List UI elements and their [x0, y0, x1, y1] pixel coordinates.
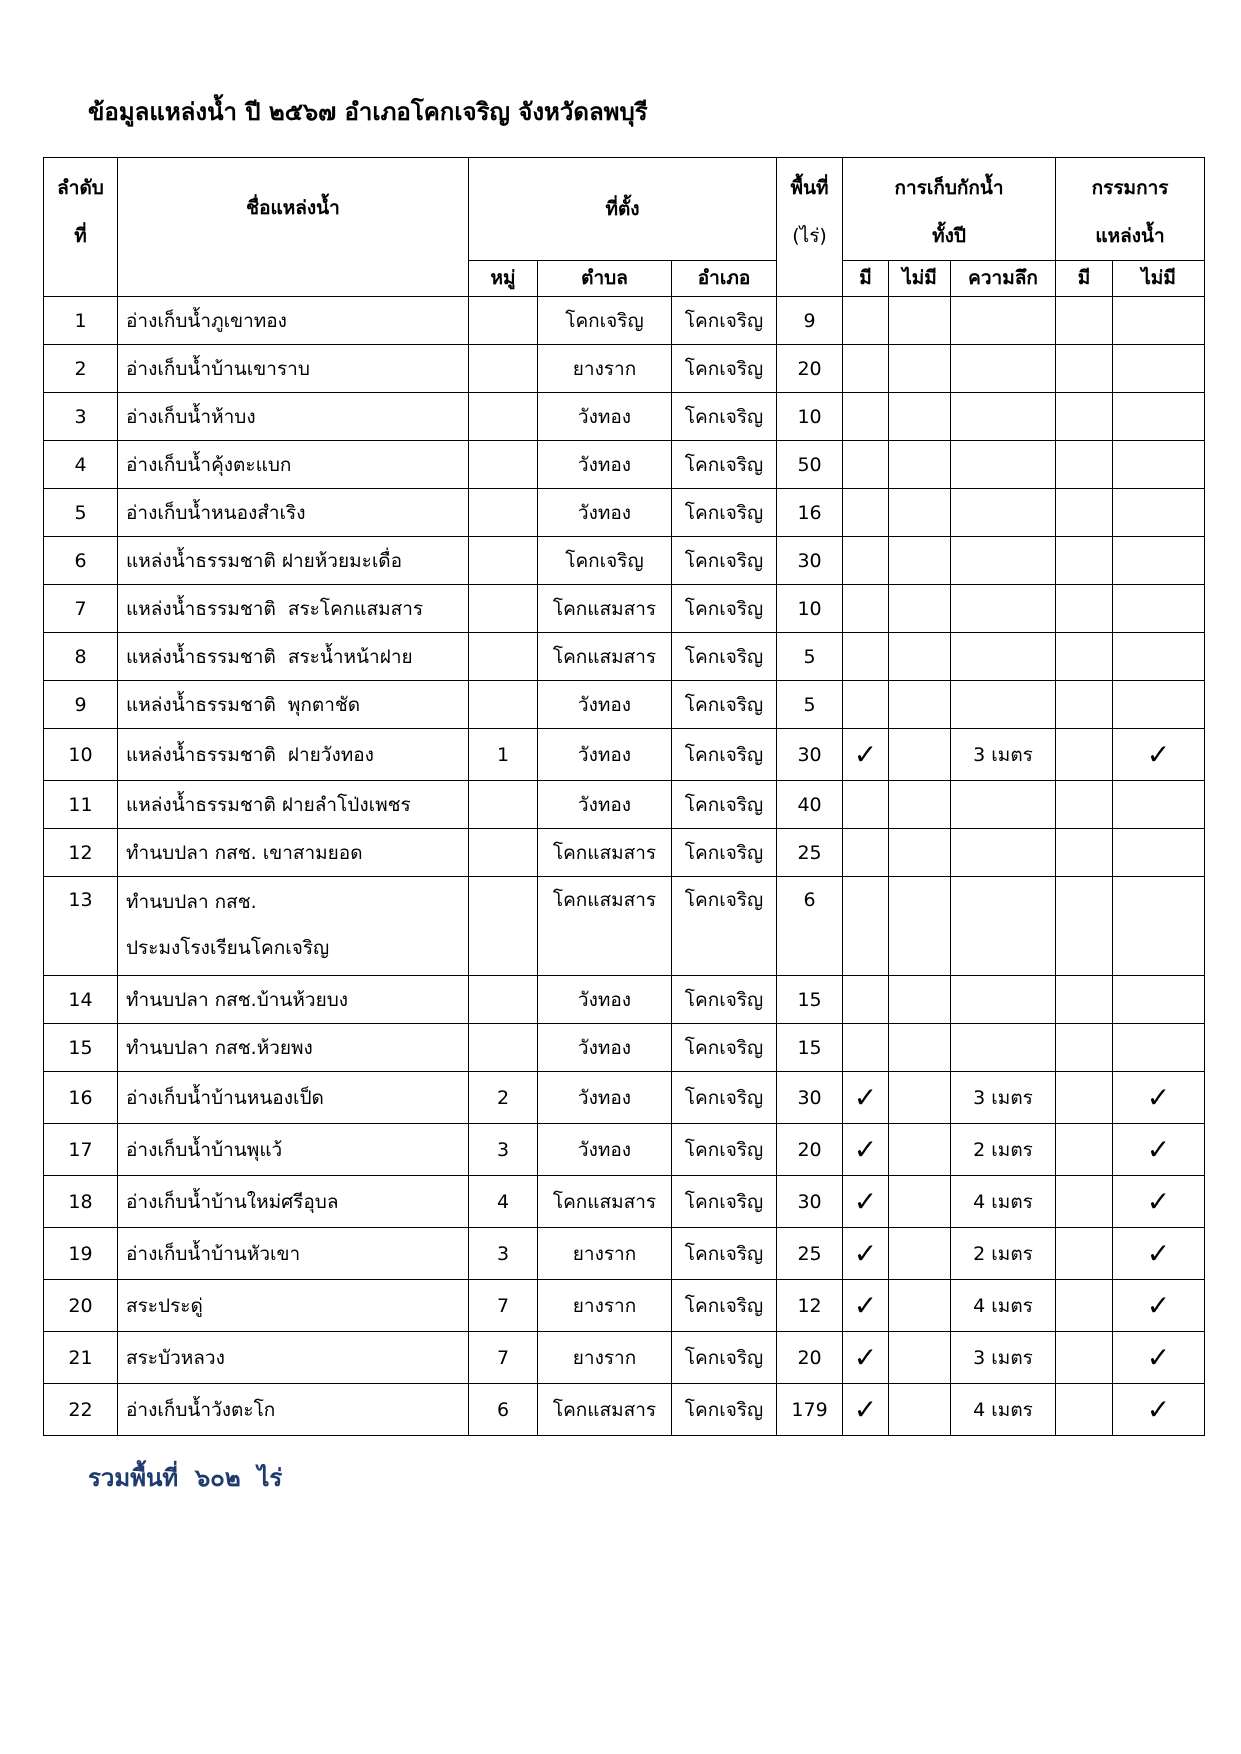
table-row: [44, 1228, 1205, 1280]
cell-area: 15: [777, 1024, 843, 1072]
cell-amphoe: โคกเจริญ: [672, 537, 777, 585]
check-icon: ✓: [843, 1280, 889, 1332]
cell-amphoe: โคกเจริญ: [672, 1072, 777, 1124]
cell-depth: [951, 633, 1056, 681]
cell-tambon: โคกแสมสาร: [538, 829, 672, 877]
cell-comm-has: [1056, 729, 1113, 781]
cell-moo: 6: [469, 1384, 538, 1436]
cell-moo: [469, 489, 538, 537]
table-row: [44, 345, 1205, 393]
cell-has-not: [889, 1332, 951, 1384]
cell-moo: 1: [469, 729, 538, 781]
header-storage-line2: ทั้งปี: [932, 225, 966, 247]
cell-area: 20: [777, 1124, 843, 1176]
cell-moo: [469, 441, 538, 489]
cell-area: 16: [777, 489, 843, 537]
cell-amphoe: โคกเจริญ: [672, 1280, 777, 1332]
cell-amphoe: โคกเจริญ: [672, 441, 777, 489]
cell-moo: [469, 297, 538, 345]
cell-moo: [469, 976, 538, 1024]
cell-amphoe: โคกเจริญ: [672, 1228, 777, 1280]
cell-area: 30: [777, 729, 843, 781]
table-row: [44, 1072, 1205, 1124]
cell-moo: [469, 681, 538, 729]
cell-amphoe: โคกเจริญ: [672, 345, 777, 393]
cell-amphoe: โคกเจริญ: [672, 393, 777, 441]
cell-no: 13: [44, 877, 118, 976]
cell-has-not: [889, 585, 951, 633]
header-storage: [843, 158, 1056, 261]
cell-no: 19: [44, 1228, 118, 1280]
check-icon: ✓: [1113, 1228, 1205, 1280]
cell-comm-has: [1056, 1176, 1113, 1228]
cell-tambon: โคกเจริญ: [538, 297, 672, 345]
water-sources-table: [43, 157, 1205, 1436]
cell-tambon: วังทอง: [538, 681, 672, 729]
cell-area: 50: [777, 441, 843, 489]
cell-has-not: [889, 681, 951, 729]
cell-no: 21: [44, 1332, 118, 1384]
cell-tambon: วังทอง: [538, 1024, 672, 1072]
cell-has-not: [889, 781, 951, 829]
cell-comm-has-not: [1113, 976, 1205, 1024]
cell-name: แหล่งน้ำธรรมชาติ ฝายห้วยมะเดื่อ: [118, 537, 469, 585]
cell-name: อ่างเก็บน้ำห้าบง: [118, 393, 469, 441]
cell-no: 1: [44, 297, 118, 345]
cell-has-not: [889, 345, 951, 393]
header-area-line2: (ไร่): [792, 225, 827, 247]
table-row: [44, 681, 1205, 729]
cell-tambon: โคกแสมสาร: [538, 1176, 672, 1228]
cell-moo: 7: [469, 1280, 538, 1332]
cell-tambon: โคกแสมสาร: [538, 585, 672, 633]
header-order-line2: ที่: [74, 225, 87, 247]
cell-depth: 2 เมตร: [951, 1228, 1056, 1280]
check-icon: ✓: [843, 1072, 889, 1124]
check-icon: ✓: [1113, 1332, 1205, 1384]
cell-comm-has: [1056, 537, 1113, 585]
header-area-line1: พื้นที่: [790, 177, 829, 199]
cell-comm-has: [1056, 829, 1113, 877]
cell-name: แหล่งน้ำธรรมชาติ พุกตาชัด: [118, 681, 469, 729]
cell-comm-has: [1056, 781, 1113, 829]
cell-amphoe: โคกเจริญ: [672, 1024, 777, 1072]
cell-no: 16: [44, 1072, 118, 1124]
header-area: [777, 158, 843, 297]
cell-has-not: [889, 297, 951, 345]
table-row: [44, 1384, 1205, 1436]
cell-no: 22: [44, 1384, 118, 1436]
cell-depth: 4 เมตร: [951, 1176, 1056, 1228]
cell-name-line1: ทำนบปลา กสช.: [126, 891, 257, 913]
cell-has: [843, 781, 889, 829]
cell-area: 40: [777, 781, 843, 829]
header-committee: [1056, 158, 1205, 261]
cell-has-not: [889, 829, 951, 877]
cell-amphoe: โคกเจริญ: [672, 976, 777, 1024]
cell-depth: [951, 537, 1056, 585]
cell-depth: [951, 489, 1056, 537]
cell-moo: [469, 585, 538, 633]
header-committee-line2: แหล่งน้ำ: [1095, 225, 1165, 247]
cell-comm-has: [1056, 345, 1113, 393]
cell-tambon: ยางราก: [538, 1332, 672, 1384]
cell-name: อ่างเก็บน้ำบ้านหนองเป็ด: [118, 1072, 469, 1124]
cell-tambon: วังทอง: [538, 489, 672, 537]
cell-area: 30: [777, 1072, 843, 1124]
header-amphoe: อำเภอ: [672, 261, 777, 297]
cell-has-not: [889, 537, 951, 585]
cell-comm-has-not: [1113, 345, 1205, 393]
cell-amphoe: โคกเจริญ: [672, 1332, 777, 1384]
cell-area: 30: [777, 1176, 843, 1228]
cell-no: 20: [44, 1280, 118, 1332]
header-comm-has: มี: [1056, 261, 1113, 297]
cell-name: สระประดู่: [118, 1280, 469, 1332]
check-icon: ✓: [1113, 1176, 1205, 1228]
cell-tambon: วังทอง: [538, 393, 672, 441]
cell-moo: [469, 1024, 538, 1072]
cell-has: [843, 345, 889, 393]
cell-area: 15: [777, 976, 843, 1024]
cell-comm-has-not: [1113, 297, 1205, 345]
cell-moo: [469, 633, 538, 681]
cell-amphoe: โคกเจริญ: [672, 877, 777, 976]
cell-name: [118, 877, 469, 976]
cell-comm-has: [1056, 1024, 1113, 1072]
cell-name: ทำนบปลา กสช. เขาสามยอด: [118, 829, 469, 877]
cell-no: 7: [44, 585, 118, 633]
cell-has-not: [889, 489, 951, 537]
cell-depth: [951, 829, 1056, 877]
cell-moo: 3: [469, 1124, 538, 1176]
cell-comm-has: [1056, 877, 1113, 976]
check-icon: ✓: [1113, 1384, 1205, 1436]
cell-depth: 4 เมตร: [951, 1384, 1056, 1436]
cell-amphoe: โคกเจริญ: [672, 489, 777, 537]
total-area: รวมพื้นที่ ๖๐๒ ไร่: [88, 1464, 283, 1492]
cell-depth: 3 เมตร: [951, 729, 1056, 781]
cell-name: สระบัวหลวง: [118, 1332, 469, 1384]
check-icon: ✓: [1113, 1280, 1205, 1332]
header-has-not: ไม่มี: [889, 261, 951, 297]
cell-has: [843, 489, 889, 537]
cell-name-line2: ประมงโรงเรียนโคกเจริญ: [126, 937, 330, 959]
cell-area: 10: [777, 585, 843, 633]
cell-comm-has-not: [1113, 393, 1205, 441]
header-comm-has-not: ไม่มี: [1113, 261, 1205, 297]
cell-name: แหล่งน้ำธรรมชาติ ฝายวังทอง: [118, 729, 469, 781]
table-row: [44, 1280, 1205, 1332]
cell-has-not: [889, 393, 951, 441]
cell-tambon: โคกแสมสาร: [538, 633, 672, 681]
header-order: [44, 158, 118, 297]
cell-depth: 4 เมตร: [951, 1280, 1056, 1332]
cell-moo: [469, 781, 538, 829]
cell-depth: 2 เมตร: [951, 1124, 1056, 1176]
cell-comm-has-not: [1113, 877, 1205, 976]
table-row: [44, 976, 1205, 1024]
cell-moo: [469, 345, 538, 393]
cell-tambon: วังทอง: [538, 976, 672, 1024]
header-committee-line1: กรรมการ: [1091, 177, 1169, 199]
cell-comm-has-not: [1113, 829, 1205, 877]
cell-has: [843, 976, 889, 1024]
cell-tambon: วังทอง: [538, 441, 672, 489]
cell-depth: [951, 585, 1056, 633]
cell-no: 8: [44, 633, 118, 681]
cell-name: แหล่งน้ำธรรมชาติ ฝายลำโป่งเพชร: [118, 781, 469, 829]
cell-comm-has: [1056, 681, 1113, 729]
cell-comm-has: [1056, 1280, 1113, 1332]
cell-moo: 7: [469, 1332, 538, 1384]
cell-depth: [951, 1024, 1056, 1072]
cell-has: [843, 1024, 889, 1072]
header-tambon: ตำบล: [538, 261, 672, 297]
cell-amphoe: โคกเจริญ: [672, 829, 777, 877]
table-row: [44, 729, 1205, 781]
cell-has-not: [889, 877, 951, 976]
cell-moo: 4: [469, 1176, 538, 1228]
table-row: [44, 537, 1205, 585]
check-icon: ✓: [843, 1228, 889, 1280]
cell-has: [843, 877, 889, 976]
cell-area: 20: [777, 1332, 843, 1384]
cell-has-not: [889, 1384, 951, 1436]
header-row-top: [44, 158, 1205, 261]
cell-no: 12: [44, 829, 118, 877]
cell-name: อ่างเก็บน้ำบ้านเขาราบ: [118, 345, 469, 393]
cell-amphoe: โคกเจริญ: [672, 297, 777, 345]
page-title: ข้อมูลแหล่งน้ำ ปี ๒๕๖๗ อำเภอโคกเจริญ จังหวัดลพบุรี: [88, 98, 648, 126]
cell-amphoe: โคกเจริญ: [672, 633, 777, 681]
check-icon: ✓: [843, 729, 889, 781]
cell-area: 9: [777, 297, 843, 345]
cell-has: [843, 441, 889, 489]
cell-name: อ่างเก็บน้ำบ้านหัวเขา: [118, 1228, 469, 1280]
cell-amphoe: โคกเจริญ: [672, 729, 777, 781]
cell-comm-has: [1056, 1228, 1113, 1280]
cell-comm-has-not: [1113, 633, 1205, 681]
cell-has-not: [889, 1024, 951, 1072]
cell-name: อ่างเก็บน้ำวังตะโก: [118, 1384, 469, 1436]
cell-area: 25: [777, 829, 843, 877]
cell-comm-has-not: [1113, 489, 1205, 537]
cell-comm-has: [1056, 976, 1113, 1024]
cell-comm-has: [1056, 1384, 1113, 1436]
cell-comm-has: [1056, 1072, 1113, 1124]
cell-moo: [469, 829, 538, 877]
header-moo: หมู่: [469, 261, 538, 297]
table-row: [44, 1176, 1205, 1228]
header-has: มี: [843, 261, 889, 297]
cell-has: [843, 633, 889, 681]
cell-moo: [469, 537, 538, 585]
cell-amphoe: โคกเจริญ: [672, 585, 777, 633]
cell-has-not: [889, 1228, 951, 1280]
cell-tambon: ยางราก: [538, 345, 672, 393]
cell-moo: 3: [469, 1228, 538, 1280]
header-name: ชื่อแหล่งน้ำ: [118, 158, 469, 297]
cell-has-not: [889, 729, 951, 781]
cell-comm-has-not: [1113, 537, 1205, 585]
cell-has: [843, 681, 889, 729]
cell-comm-has-not: [1113, 585, 1205, 633]
cell-comm-has-not: [1113, 681, 1205, 729]
table-row: [44, 877, 1205, 976]
cell-area: 6: [777, 877, 843, 976]
cell-has-not: [889, 441, 951, 489]
cell-no: 18: [44, 1176, 118, 1228]
check-icon: ✓: [1113, 729, 1205, 781]
cell-no: 6: [44, 537, 118, 585]
table-row: [44, 781, 1205, 829]
table-row: [44, 297, 1205, 345]
cell-has: [843, 537, 889, 585]
cell-has-not: [889, 1280, 951, 1332]
cell-no: 4: [44, 441, 118, 489]
cell-moo: [469, 393, 538, 441]
cell-no: 15: [44, 1024, 118, 1072]
cell-name: อ่างเก็บน้ำหนองสำเริง: [118, 489, 469, 537]
check-icon: ✓: [843, 1176, 889, 1228]
cell-comm-has-not: [1113, 441, 1205, 489]
cell-depth: 3 เมตร: [951, 1332, 1056, 1384]
cell-no: 11: [44, 781, 118, 829]
table-row: [44, 1024, 1205, 1072]
cell-name: อ่างเก็บน้ำบ้านพุแว้: [118, 1124, 469, 1176]
cell-name: อ่างเก็บน้ำภูเขาทอง: [118, 297, 469, 345]
cell-name: แหล่งน้ำธรรมชาติ สระน้ำหน้าฝาย: [118, 633, 469, 681]
cell-depth: [951, 345, 1056, 393]
header-location: ที่ตั้ง: [469, 158, 777, 261]
cell-area: 5: [777, 681, 843, 729]
cell-name: ทำนบปลา กสช.บ้านห้วยบง: [118, 976, 469, 1024]
cell-comm-has: [1056, 393, 1113, 441]
cell-moo: [469, 877, 538, 976]
cell-depth: [951, 393, 1056, 441]
cell-has: [843, 585, 889, 633]
cell-no: 3: [44, 393, 118, 441]
cell-area: 179: [777, 1384, 843, 1436]
cell-comm-has: [1056, 1332, 1113, 1384]
cell-depth: [951, 781, 1056, 829]
table-row: [44, 829, 1205, 877]
cell-amphoe: โคกเจริญ: [672, 1176, 777, 1228]
table-row: [44, 1332, 1205, 1384]
cell-no: 17: [44, 1124, 118, 1176]
cell-no: 2: [44, 345, 118, 393]
cell-area: 30: [777, 537, 843, 585]
cell-name: อ่างเก็บน้ำบ้านใหม่ศรีอุบล: [118, 1176, 469, 1228]
check-icon: ✓: [843, 1124, 889, 1176]
cell-tambon: โคกแสมสาร: [538, 877, 672, 976]
table-row: [44, 1124, 1205, 1176]
cell-tambon: วังทอง: [538, 781, 672, 829]
cell-tambon: โคกเจริญ: [538, 537, 672, 585]
check-icon: ✓: [1113, 1124, 1205, 1176]
cell-comm-has-not: [1113, 1024, 1205, 1072]
header-storage-line1: การเก็บกักน้ำ: [894, 177, 1004, 199]
cell-tambon: วังทอง: [538, 1072, 672, 1124]
cell-tambon: โคกแสมสาร: [538, 1384, 672, 1436]
cell-comm-has-not: [1113, 781, 1205, 829]
table-row: [44, 585, 1205, 633]
cell-has-not: [889, 1176, 951, 1228]
cell-no: 14: [44, 976, 118, 1024]
cell-area: 25: [777, 1228, 843, 1280]
cell-depth: [951, 297, 1056, 345]
cell-tambon: ยางราก: [538, 1228, 672, 1280]
cell-tambon: วังทอง: [538, 1124, 672, 1176]
cell-comm-has: [1056, 441, 1113, 489]
cell-tambon: วังทอง: [538, 729, 672, 781]
cell-comm-has: [1056, 297, 1113, 345]
cell-no: 5: [44, 489, 118, 537]
check-icon: ✓: [843, 1332, 889, 1384]
cell-has-not: [889, 1072, 951, 1124]
header-order-line1: ลำดับ: [57, 177, 104, 199]
table-row: [44, 441, 1205, 489]
cell-has-not: [889, 1124, 951, 1176]
cell-tambon: ยางราก: [538, 1280, 672, 1332]
cell-comm-has: [1056, 633, 1113, 681]
cell-has: [843, 393, 889, 441]
cell-area: 10: [777, 393, 843, 441]
cell-amphoe: โคกเจริญ: [672, 1124, 777, 1176]
cell-depth: [951, 976, 1056, 1024]
cell-name: ทำนบปลา กสช.ห้วยพง: [118, 1024, 469, 1072]
cell-depth: [951, 681, 1056, 729]
cell-amphoe: โคกเจริญ: [672, 781, 777, 829]
cell-has: [843, 297, 889, 345]
cell-moo: 2: [469, 1072, 538, 1124]
header-depth: ความลึก: [951, 261, 1056, 297]
cell-depth: 3 เมตร: [951, 1072, 1056, 1124]
table-row: [44, 633, 1205, 681]
table-row: [44, 489, 1205, 537]
cell-depth: [951, 877, 1056, 976]
cell-amphoe: โคกเจริญ: [672, 681, 777, 729]
check-icon: ✓: [843, 1384, 889, 1436]
cell-no: 9: [44, 681, 118, 729]
cell-has-not: [889, 633, 951, 681]
cell-comm-has: [1056, 1124, 1113, 1176]
cell-comm-has: [1056, 585, 1113, 633]
table-row: [44, 393, 1205, 441]
cell-area: 12: [777, 1280, 843, 1332]
cell-name: อ่างเก็บน้ำคุ้งตะแบก: [118, 441, 469, 489]
cell-area: 5: [777, 633, 843, 681]
cell-no: 10: [44, 729, 118, 781]
cell-area: 20: [777, 345, 843, 393]
cell-has-not: [889, 976, 951, 1024]
cell-name: แหล่งน้ำธรรมชาติ สระโคกแสมสาร: [118, 585, 469, 633]
check-icon: ✓: [1113, 1072, 1205, 1124]
cell-has: [843, 829, 889, 877]
cell-depth: [951, 441, 1056, 489]
cell-amphoe: โคกเจริญ: [672, 1384, 777, 1436]
cell-comm-has: [1056, 489, 1113, 537]
